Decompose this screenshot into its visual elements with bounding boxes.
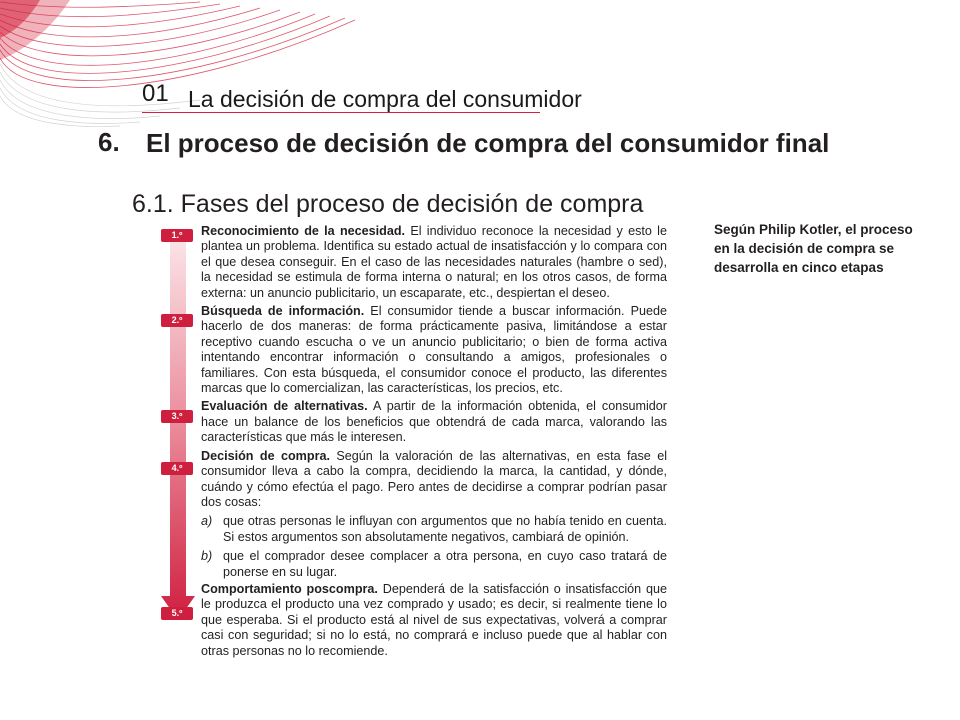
step-text: El consumidor tiende a buscar información. Puede hacerlo de dos maneras: de forma prácticamente pasiva, limitándose a estar receptivo cuando escucha o ve un anuncio publicitario; o bien de forma activa intentando encontrar información o consultando a amigos, profesionales o familiares. Con esta búsqueda, el consumidor conoce el producto, las diferentes marcas que lo comercializan, las características, los precios, etc. [201, 304, 667, 396]
sub-item-a [201, 514, 667, 545]
step-text: Según la valoración de las alternativas, en esta fase el consumidor lleva a cabo la compra, decidiendo la marca, la cantidad, y dónde, cuándo y cómo efectúa el pago. Pero antes de decidirse a comprar podrían pasar dos cosas: [201, 448, 668, 509]
step-heading: Reconocimiento de la necesidad. [201, 224, 406, 238]
process-arrow [158, 226, 198, 622]
step-text: Dependerá de la satisfacción o insatisfacción que le produzca el producto una vez comprado y usado; es decir, si realmente tiene lo que esperaba. Si el producto está al nivel de sus expectativas, volverá a comprar casi con seguridad; si no lo está, no comprará e incluso puede que al hablar con otras personas no lo recomiende. [201, 581, 667, 658]
subsection-title: 6.1. Fases del proceso de decisión de compra [132, 190, 644, 218]
sub-item-marker: b) [201, 549, 213, 564]
sub-item-text: que otras personas le influyan con argumentos que no había tenido en cuenta. Si estos argumentos son absolutamente negativos, cambiará de opinión. [223, 514, 667, 544]
step-badge-3: 3.º [161, 410, 193, 423]
step-badge-2: 2.º [161, 314, 193, 327]
step-text: A partir de la información obtenida, el consumidor hace un balance de los beneficios que obtendrá de cada marca, valorando las características que más le interesen. [201, 399, 667, 445]
section-number: 6. [98, 127, 120, 157]
step-1 [201, 224, 667, 301]
sub-item-text: que el comprador desee complacer a otra persona, en cuyo caso tratará de ponerse en su lugar. [223, 549, 667, 579]
step-heading: Búsqueda de información. [201, 304, 365, 319]
step-heading: Comportamiento poscompra. [201, 581, 378, 596]
step-2 [201, 304, 667, 396]
step-badge-1: 1.º [161, 229, 193, 242]
step-4 [201, 449, 667, 511]
process-steps [201, 224, 667, 662]
side-note: Según Philip Kotler, el proceso en la decisión de compra se desarrolla en cinco etapas [714, 222, 913, 275]
step-badge-4: 4.º [161, 462, 193, 475]
step-text: El individuo reconoce la necesidad y esto le plantea un problema. Identifica su estado actual de insatisfacción y lo compara con el que desea conseguir. En el caso de las necesidades naturales (hambre o sed), la necesidad se estimula de forma interna o natural; en los otros casos, de forma externa: un anuncio publicitario, un escaparate, etc., despiertan el deseo. [201, 224, 667, 300]
step-heading: Decisión de compra. [201, 448, 330, 463]
title-underline [142, 112, 540, 113]
unit-title: La decisión de compra del consumidor [188, 86, 582, 112]
sub-item-b [201, 549, 667, 580]
sub-item-marker: a) [201, 514, 213, 529]
section-title: El proceso de decisión de compra del consumidor final [146, 128, 830, 158]
step-badge-5: 5.º [161, 607, 193, 620]
step-5 [201, 582, 667, 659]
step-3 [201, 399, 667, 445]
step-heading: Evaluación de alternativas. [201, 399, 368, 414]
unit-number: 01 [142, 80, 169, 107]
